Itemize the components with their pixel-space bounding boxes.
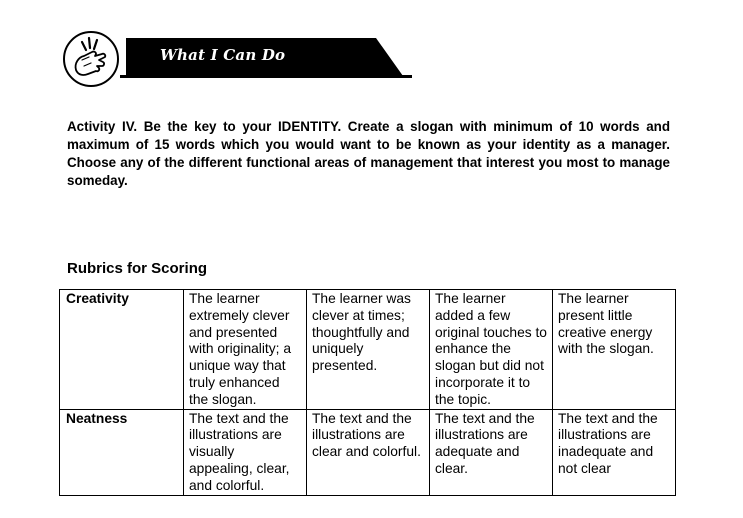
section-title: What I Can Do [160, 46, 286, 64]
rubric-cell: The learner present little creative energy with the slogan. [553, 290, 676, 410]
table-row [60, 290, 676, 410]
criterion-cell: Neatness [60, 409, 184, 495]
criterion-cell: Creativity [60, 290, 184, 410]
activity-instructions: Activity IV. Be the key to your IDENTITY. Create a slogan with minimum of 10 words and maximum of 15 words which you would want to be known as your identity as a manager. Choose any of the different functional areas of management that interest you most to manage someday. [67, 119, 670, 188]
rubric-cell: The learner extremely clever and presented with originality; a unique way that truly enhanced the slogan. [184, 290, 307, 410]
rubric-cell: The text and the illustrations are visually appealing, clear, and colorful. [184, 409, 307, 495]
rubric-cell: The learner was clever at times; thoughtfully and uniquely presented. [307, 290, 430, 410]
rubric-table [59, 289, 676, 496]
rubric-cell: The text and the illustrations are inadequate and not clear [553, 409, 676, 495]
table-row [60, 409, 676, 495]
rubric-heading: Rubrics for Scoring [67, 260, 208, 277]
rubric-cell: The learner added a few original touches to enhance the slogan but did not incorporate it to the topic. [430, 290, 553, 410]
rubric-cell: The text and the illustrations are adequate and clear. [430, 409, 553, 495]
header-underline [120, 75, 412, 78]
hand-pointing-icon [62, 30, 120, 88]
section-header [62, 24, 412, 84]
rubric-cell: The text and the illustrations are clear and colorful. [307, 409, 430, 495]
